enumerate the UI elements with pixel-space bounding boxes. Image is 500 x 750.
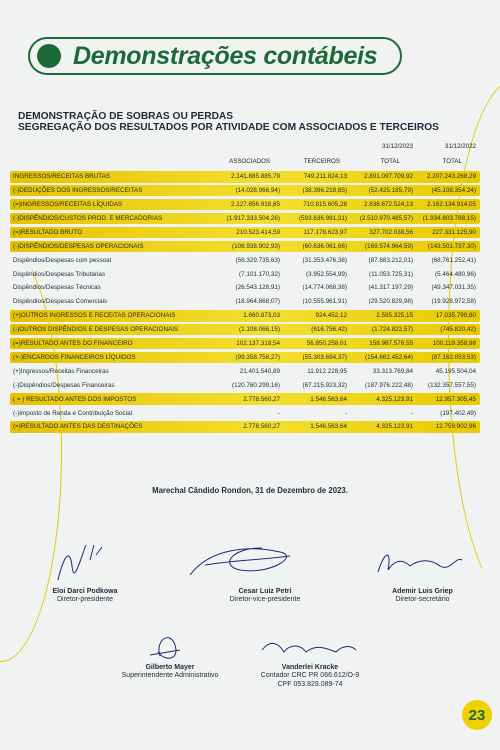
cell-terceiros: (31.353.476,38)	[302, 256, 347, 264]
cell-associados: 2.127.856.918,85	[230, 201, 280, 209]
signature-1-scribble	[58, 545, 102, 580]
cell-associados: (18.964.868,07)	[235, 298, 280, 306]
cell-terceiros: (10.555.961,91)	[302, 298, 347, 306]
cell-total-2023: 2.585.325,15	[376, 312, 413, 320]
cell-associados: (120.760.299,16)	[232, 381, 280, 389]
cell-total-2022: (87.162.053,53)	[431, 353, 476, 361]
signer-role: Diretor-presidente	[56, 596, 114, 603]
row-label: (-)Dispêndios/Despesas Financeiras	[13, 381, 115, 389]
cell-associados: (26.543.128,91)	[235, 284, 280, 292]
cell-associados: (1.108.066,15)	[239, 326, 280, 334]
cell-total-2023: (11.053.725,31)	[369, 270, 413, 278]
row-label: Dispêndios/Despesas Tributárias	[13, 270, 106, 278]
cell-total-2023: (1.724.822,57)	[372, 326, 413, 334]
cell-total-2022: (745.820,42)	[440, 326, 476, 334]
cell-total-2022: (49.347.031,35)	[431, 284, 476, 292]
cell-total-2023: 4.325.123,91	[376, 395, 413, 403]
cell-associados: -	[277, 409, 280, 417]
cell-associados: (7.101.170,32)	[239, 270, 280, 278]
signature-2-scribble	[190, 548, 290, 575]
signer-role: Diretor-secretário	[395, 596, 450, 603]
cell-total-2023: (154.662.452,64)	[365, 353, 413, 361]
cell-associados: (99.358.758,27)	[235, 353, 280, 361]
cell-total-2023: 327.702.038,56	[369, 228, 413, 236]
header-total-2022: TOTAL	[442, 158, 462, 165]
cell-associados: 2.778.560,27	[243, 423, 280, 431]
row-label: INGRESSOS/RECEITAS BRUTAS	[13, 173, 111, 181]
cell-terceiros: (67.215.923,32)	[302, 381, 347, 389]
row-label: (-)DISPÊNDIOS/CUSTOS PROD. E MERCADORIAS	[13, 214, 163, 222]
row-label: (=)RESULTADO ANTES DAS DESTINAÇÕES	[13, 423, 143, 431]
cell-total-2022: (132.357.557,55)	[428, 381, 476, 389]
signer-role: Contador CRC PR 066.612/O-9	[260, 672, 360, 679]
cell-total-2022: 2.207.243.268,29	[426, 173, 476, 181]
statement-title-line2: SEGREGAÇÃO DOS RESULTADOS POR ATIVIDADE COM ASSOCIADOS E TERCEIROS	[18, 122, 439, 133]
cell-terceiros: 11.912.228,95	[307, 367, 347, 375]
cell-terceiros: (55.303.694,37)	[302, 353, 347, 361]
cell-total-2022: (197.402,49)	[440, 409, 476, 417]
signer-name: Ademir Luis Griep	[392, 588, 453, 595]
row-label: Dispêndios/Despesas com pessoal	[13, 256, 112, 264]
cell-terceiros: (38.396.218,85)	[302, 187, 347, 195]
row-label: Dispêndios/Despesas Técnicas	[13, 284, 101, 292]
cell-terceiros: 1.546.563,64	[310, 395, 347, 403]
cell-associados: (1.917.333.504,26)	[226, 214, 280, 222]
cell-total-2022: (68.761.252,41)	[431, 256, 476, 264]
cell-total-2022: 12.957.305,45	[435, 395, 476, 403]
cell-total-2023: (87.683.212,01)	[368, 256, 413, 264]
cell-total-2022: (19.928.972,58)	[431, 298, 476, 306]
signature-block-2	[195, 588, 335, 604]
cell-associados: 210.523.414,59	[236, 228, 280, 236]
signature-3-scribble	[378, 555, 462, 572]
page-number-badge: 23	[462, 700, 492, 730]
signer-name: Eloi Darci Podkowa	[52, 588, 118, 595]
header-date-2023: 31/12/2023	[382, 143, 413, 150]
cell-total-2023: (187.976.222,48)	[365, 381, 413, 389]
row-label: (-)DEDUÇÕES DOS INGRESSOS/RECEITAS	[13, 187, 143, 195]
cell-terceiros: 1.546.563,64	[310, 423, 347, 431]
cell-total-2022: (5.464.480,96)	[435, 270, 476, 278]
cell-associados: 21.401.540,89	[239, 367, 280, 375]
cell-terceiros: 710.815.605,28	[303, 201, 347, 209]
signer-role: Diretor-vice-presidente	[229, 596, 301, 603]
signer-role: Superintendente Administrativo	[121, 672, 219, 679]
cell-total-2022: (1.934.803.788,15)	[422, 214, 476, 222]
row-label: ( = ) RESULTADO ANTES DOS IMPOSTOS	[13, 395, 137, 403]
cell-terceiros: (616.756,42)	[311, 326, 347, 334]
signer-name: Vanderlei Kracke	[281, 664, 339, 671]
cell-terceiros: 749.211.824,13	[303, 173, 347, 181]
row-label: (-)OUTROS DISPÊNDIOS E DESPESAS OPERACIONAIS	[13, 326, 179, 334]
cell-terceiros: 924.452,12	[315, 312, 347, 320]
signature-5-scribble	[262, 643, 356, 652]
cell-associados: 102.137.318,54	[236, 340, 280, 348]
cell-total-2022: 12.759.902,96	[435, 423, 476, 431]
cell-total-2023: (29.520.829,98)	[368, 298, 413, 306]
cell-total-2023: (41.317.197,29)	[368, 284, 413, 292]
row-label: (=)RESULTADO BRUTO	[13, 228, 83, 236]
header-total-2023: TOTAL	[380, 158, 400, 165]
cell-terceiros: (593.636.981,31)	[299, 214, 347, 222]
row-label: Dispêndios/Despesas Comerciais	[13, 298, 108, 306]
cell-total-2022: (143.501.737,30)	[428, 242, 476, 250]
row-label: (+)OUTROS INGRESSOS E RECEITAS OPERACIONAIS	[13, 312, 176, 320]
cell-associados: (14.028.966,94)	[235, 187, 280, 195]
row-label: (+)Ingressos/Receitas Financeiras	[13, 367, 109, 375]
cell-total-2022: 17.035.790,80	[435, 312, 476, 320]
cell-total-2023: 2.891.097.709,92	[363, 173, 413, 181]
header-associados: ASSOCIADOS	[229, 158, 270, 165]
cell-associados: (56.329.735,63)	[235, 256, 280, 264]
signer-name: Gilberto Mayer	[145, 664, 195, 671]
cell-terceiros: 56.850.258,01	[306, 340, 347, 348]
cell-total-2023: (52.425.185,79)	[368, 187, 413, 195]
cell-terceiros: 117.178.623,97	[303, 228, 347, 236]
cell-total-2022: 2.162.134.914,05	[426, 201, 476, 209]
header-terceiros: TERCEIROS	[303, 158, 340, 165]
cell-total-2023: 2.838.672.524,13	[363, 201, 413, 209]
statement-title-line1: DEMONSTRAÇÃO DE SOBRAS OU PERDAS	[18, 111, 234, 122]
header-date-2022: 31/12/2022	[445, 143, 476, 150]
cell-total-2023: 4.325.123,91	[376, 423, 413, 431]
row-label: (-)DISPÊNDIOS/DESPESAS OPERACIONAIS	[13, 242, 144, 250]
signature-block-3	[365, 588, 480, 604]
row-label: (+-)ENCARGOS FINANCEIROS LÍQUIDOS	[13, 353, 136, 361]
signature-block-5	[245, 664, 375, 689]
cell-associados: 2.141.885.885,79	[230, 173, 280, 181]
cell-associados: 1.660.873,03	[243, 312, 280, 320]
cell-associados: 2.778.560,27	[243, 395, 280, 403]
page-title: Demonstrações contábeis	[73, 41, 378, 70]
row-label: (-)Imposto de Renda e Contribuição Social	[13, 409, 133, 417]
signature-4-scribble	[150, 638, 180, 659]
row-label: (=)RESULTADO ANTES DO FINANCEIRO	[13, 340, 133, 348]
cell-total-2023: -	[410, 409, 413, 417]
cell-total-2023: 33.313.769,84	[372, 367, 413, 375]
cell-total-2023: (2.510.970.485,57)	[359, 214, 413, 222]
signer-cpf: CPF 053.829.089-74	[277, 681, 343, 688]
signature-block-1	[25, 588, 145, 604]
cell-total-2022: 227.331.125,90	[432, 228, 476, 236]
cell-total-2022: 45.195.504,04	[435, 367, 476, 375]
cell-terceiros: (3.952.554,99)	[306, 270, 347, 278]
row-label: (=)INGRESSOS/RECEITAS LÍQUIDAS	[13, 201, 123, 209]
cell-total-2023: 158.987.576,55	[369, 340, 413, 348]
signer-name: Cesar Luiz Petri	[238, 588, 292, 595]
cell-terceiros: -	[344, 409, 347, 417]
place-date: Marechal Cândido Rondon, 31 de Dezembro de 2023.	[152, 486, 348, 495]
signature-block-4	[100, 664, 240, 680]
cell-total-2022: (45.108.354,24)	[431, 187, 476, 195]
cell-terceiros: (14.774.068,38)	[302, 284, 347, 292]
cell-total-2023: (169.574.964,59)	[365, 242, 413, 250]
cell-terceiros: (60.636.061,66)	[302, 242, 347, 250]
cell-associados: (108.938.902,93)	[232, 242, 280, 250]
cell-total-2022: 100.119.358,98	[432, 340, 476, 348]
